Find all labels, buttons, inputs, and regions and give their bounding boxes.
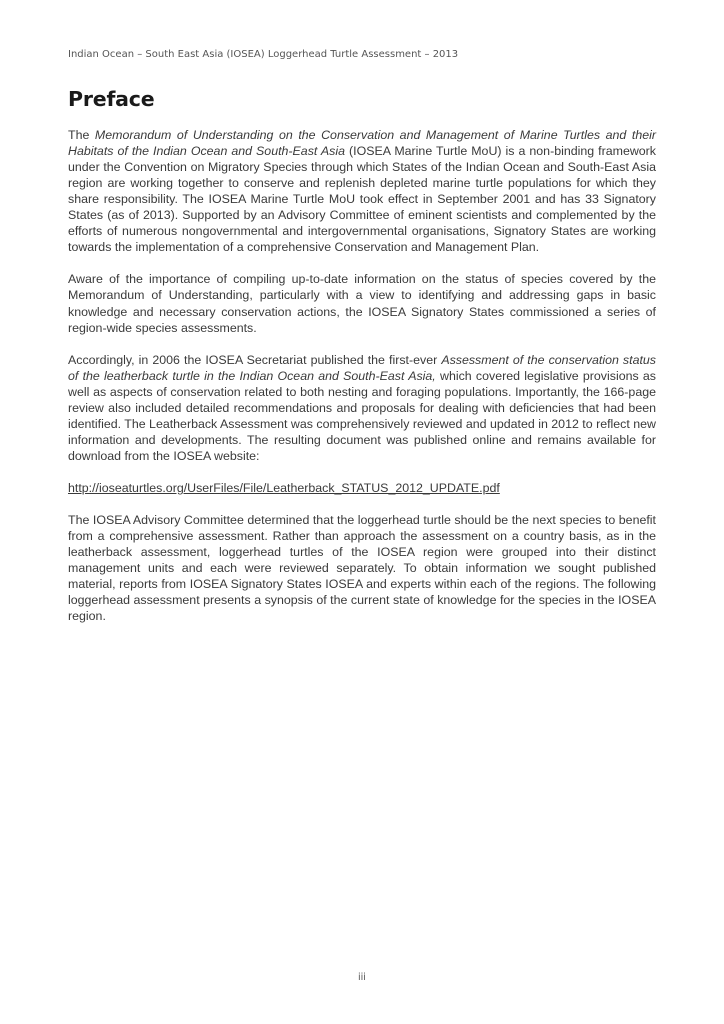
page-title: Preface bbox=[68, 87, 155, 111]
paragraph-species-assessments: Aware of the importance of compiling up-to-date information on the status of species covered by the Memorandum of Understanding, particularly with a view to identifying and addressing gaps in basic knowledge and necessary conservation actions, the IOSEA Signatory States commissioned a series of region-wide species assessments. bbox=[68, 272, 656, 335]
paragraph-text: which covered legislative provisions as well as aspects of conservation related to both nesting and foraging populations. Importantly, the 166-page review also included detailed recommendations and proposals for dealing with deficiencies that had been identified. The Leatherback Assessment was comprehensively reviewed and updated in 2012 to reflect new information and developments. The resulting document was published online and remains available for download from the IOSEA website: bbox=[68, 368, 656, 463]
mou-title: Memorandum of Understanding on the Conservation and Management of Marine Turtles and their Habitats of the Indian Ocean and South-East Asia bbox=[68, 128, 656, 159]
leatherback-assessment-title: Assessment of the conservation status of the leatherback turtle in the Indian Ocean and South-East Asia, bbox=[68, 352, 656, 383]
leatherback-report-link[interactable]: http://ioseaturtles.org/UserFiles/File/Leatherback_STATUS_2012_UPDATE.pdf bbox=[68, 481, 500, 496]
paragraph-link bbox=[68, 480, 656, 496]
preface-body bbox=[68, 127, 656, 641]
paragraph-leatherback-assessment bbox=[68, 352, 656, 464]
paragraph-loggerhead-assessment: The IOSEA Advisory Committee determined that the loggerhead turtle should be the next species to benefit from a comprehensive assessment. Rather than approach the assessment on a country basis, as in the leatherback assessment, loggerhead turtles of the IOSEA region were grouped into their distinct management units and each were reviewed separately. To obtain information we sought published material, reports from IOSEA Signatory States IOSEA and experts within each of the regions. The following loggerhead assessment presents a synopsis of the current state of knowledge for the species in the IOSEA region. bbox=[68, 513, 656, 624]
paragraph-text: Accordingly, in 2006 the IOSEA Secretariat published the first-ever bbox=[68, 352, 442, 367]
page-number: iii bbox=[358, 972, 366, 983]
paragraph-mou-intro bbox=[68, 127, 656, 255]
paragraph-text: The bbox=[68, 128, 95, 142]
paragraph-text: (IOSEA Marine Turtle MoU) is a non-binding framework under the Convention on Migratory Species through which States of the Indian Ocean and South-East Asia region are working together to conserve and replenish depleted marine turtle populations for which they share responsibility. The IOSEA Marine Turtle MoU took effect in September 2001 and has 33 Signatory States (as of 2013). Supported by an Advisory Committee of eminent scientists and complemented by the efforts of numerous nongovernmental and intergovernmental organisations, Signatory States are working towards the implementation of a comprehensive Conservation and Management Plan. bbox=[68, 144, 657, 255]
running-header: Indian Ocean – South East Asia (IOSEA) Loggerhead Turtle Assessment – 2013 bbox=[68, 49, 459, 60]
